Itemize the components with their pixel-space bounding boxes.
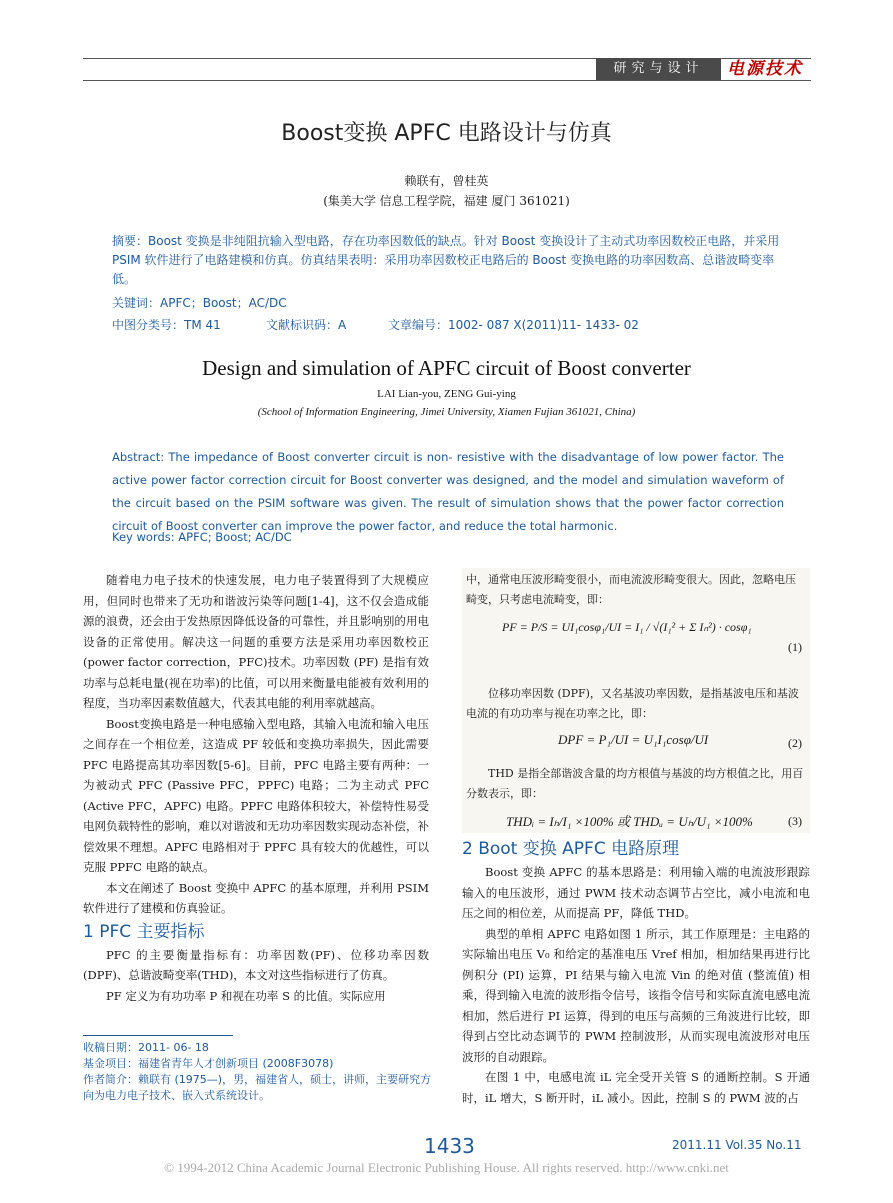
- thd-text: THD 是指全部谐波含量的均方根值与基波的均方根值之比，用百分数表示，即：: [466, 767, 804, 800]
- keywords-cn: 关键词：APFC；Boost；AC/DC: [112, 296, 287, 310]
- authors-en: LAI Lian-you, ZENG Gui-ying: [377, 388, 516, 400]
- title-en: Design and simulation of APFC circuit of Boost converter: [202, 356, 691, 380]
- affiliation-cn: (集美大学 信息工程学院，福建 厦门 361021): [323, 194, 570, 208]
- footnote-rule: [83, 1035, 233, 1036]
- copyright-notice: © 1994-2012 China Academic Journal Electronic Publishing House. All rights reserved. http://www.cnki.net: [164, 1160, 729, 1175]
- paragraph: PF 定义为有功功率 P 和视在功率 S 的比值。实际应用: [106, 988, 386, 1003]
- affiliation-en: (School of Information Engineering, Jimei University, Xiamen Fujian 361021, China): [257, 406, 636, 418]
- paragraph: 在图 1 中，电感电流 iL 完全受开关管 S 的通断控制。S 开通时，iL 增大，S 断开时，iL 减小。因此，控制 S 的 PWM 波的占: [462, 1070, 810, 1105]
- clc-number: 中图分类号：TM 41: [112, 318, 221, 332]
- article-number: 文章编号：1002- 087 X(2011)11- 1433- 02: [388, 318, 639, 332]
- paragraph: Boost 变换 APFC 的基本思路是：利用输入端的电流波形跟踪输入的电压波形，通过 PWM 技术动态调节占空比，减小电流和电压之间的相位差，从而提高 PF，降低 THD。: [462, 865, 810, 920]
- left-column: [83, 570, 429, 1006]
- issue-info: 2011.11 Vol.35 No.11: [672, 1138, 802, 1152]
- title-cn: Boost变换 APFC 电路设计与仿真: [281, 121, 612, 146]
- authors-cn: 赖联有，曾桂英: [404, 174, 489, 188]
- equation-3-number: (3): [788, 814, 802, 828]
- author-bio: 作者简介：赖联有 (1975—)，男，福建省人，硕士，讲师，主要研究方向为电力电子技术、嵌入式系统设计。: [83, 1073, 432, 1102]
- section-label: 研究与设计: [596, 58, 721, 80]
- equation-3: THDᵢ = Iₕ/I₁ ×100% 或 THDᵤ = Uₕ/U₁ ×100%: [506, 814, 753, 829]
- received-date: 收稿日期：2011- 06- 18: [83, 1041, 209, 1054]
- journal-logo: 电源技术: [727, 59, 803, 79]
- footnotes: [83, 1040, 433, 1104]
- dpf-text: 位移功率因数 (DPF)，又名基波功率因数，是指基波电压和基波电流的有功功率与视在功率之比，即：: [466, 687, 799, 720]
- equation-1-number: (1): [788, 640, 802, 654]
- equation-1: PF = P/S = UI₁cosφ₁/UI = I₁ / √(I₁² + Σ Iₙ²) · cosφ₁: [502, 620, 752, 634]
- abstract-cn: 摘要：Boost 变换是非纯阻抗输入型电路，存在功率因数低的缺点。针对 Boost 变换设计了主动式功率因数校正电路，并采用 PSIM 软件进行了电路建模和仿真。仿真结果表明：采用功率因数校正电路后的 Boost 变换电路的功率因数高、总谐波畸变率低。: [112, 234, 780, 286]
- paragraph: 随着电力电子技术的快速发展，电力电子装置得到了大规模应用，但同时也带来了无功和谐波污染等问题[1-4]，这不仅会造成能源的浪费，还会由于发热原因降低设备的可靠性，并且影响别的用电设备的正常使用。解决这一问题的重要方法是采用功率因数校正(power factor correction，PFC)技术。功率因数 (PF) 是指有效功率与总耗电量(视在功率)的比值，可以用来衡量电能被有效利用的程度，当功率因素数值越大，代表其电能的利用率就越高。: [83, 573, 429, 710]
- paragraph: PFC 的主要衡量指标有：功率因数(PF)、位移功率因数(DPF)、总谐波畸变率(THD)，本文对这些指标进行了仿真。: [83, 947, 429, 982]
- right-column: [462, 836, 810, 1108]
- page-number: 1433: [424, 1134, 475, 1158]
- paragraph: Boost变换电路是一种电感输入型电路，其输入电流和输入电压之间存在一个相位差，这造成 PF 较低和变换功率损失，因此需要 PFC 电路提高其功率因数[5-6]。目前，PFC 电路主要有两种：一为被动式 PFC (Passive PFC，PPFC) 电路；二为主动式 PFC (Active PFC，APFC) 电路。PPFC 电路体积较大，补偿特性易受电网负载特性的影响，难以对谐波和无功功率因数实现动态补偿，补偿效果不理想。APFC 电路相对于 PPFC 具有较大的优越性，可以克服 PPFC 电路的缺点。: [83, 716, 429, 874]
- equation-2-number: (2): [788, 736, 802, 750]
- equation-2: DPF = P₁/UI = U₁I₁cosφ/UI: [558, 732, 709, 747]
- equation-intro: 中，通常电压波形畸变很小，而电流波形畸变很大。因此，忽略电压畸变，只考虑电流畸变，即：: [466, 573, 796, 606]
- fund-info: 基金项目：福建省青年人才创新项目 (2008F3078): [83, 1057, 334, 1070]
- abstract-en: Abstract: The impedance of Boost converter circuit is non- resistive with the disadvantage of low power factor. The active power factor correction circuit for Boost converter was designed, and the model and simulation waveform of the circuit based on the PSIM software was given. The result of simulation shows that the power factor correction circuit of Boost converter can improve the power factor, and reduce the total harmonic.: [112, 450, 784, 533]
- section-1-heading: 1 PFC 主要指标: [83, 921, 205, 942]
- paragraph: 典型的单相 APFC 电路如图 1 所示，其工作原理是：主电路的实际输出电压 V₀ 和给定的基准电压 Vref 相加，相加结果再进行比例积分 (PI) 运算，PI 结果与输入电流 Vin 的绝对值 (整流值) 相乘，得到输入电流的波形指令信号，该指令信号和实际直流电感电流相加，然后进行 PI 运算，得到的电压与高频的三角波进行比较，即得到占空比动态调节的 PWM 控制波形，从而实现电流波形对电压波形的自动跟踪。: [462, 926, 810, 1064]
- section-2-heading: 2 Boot 变换 APFC 电路原理: [462, 839, 680, 859]
- keywords-en: Key words: APFC; Boost; AC/DC: [112, 530, 292, 544]
- equation-block: [462, 568, 810, 833]
- header-rule-bottom: [83, 80, 811, 81]
- paragraph: 本文在阐述了 Boost 变换中 APFC 的基本原理，并利用 PSIM 软件进行了建模和仿真验证。: [83, 880, 429, 915]
- document-code: 文献标识码：A: [266, 318, 347, 332]
